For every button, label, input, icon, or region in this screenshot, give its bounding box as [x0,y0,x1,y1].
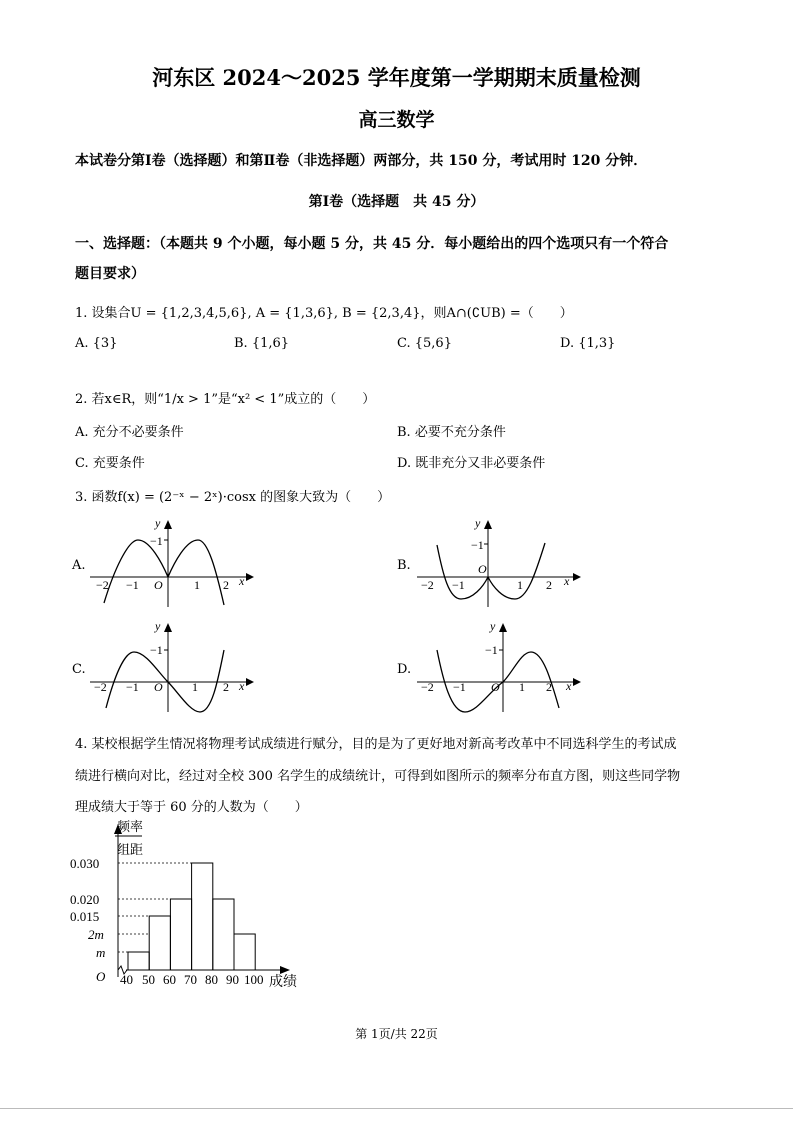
graph-b [415,515,585,610]
graph-d [415,620,585,715]
section-heading-line1: 一、选择题：（本题共 9 个小题，每小题 5 分，共 45 分．每小题给出的四个选项只有一个符合 [75,236,669,252]
section-heading-line2: 题目要求） [75,266,145,282]
question-4-line1: 4. 某校根据学生情况将物理考试成绩进行赋分，目的是为了更好地对新高考改革中不同选科学生的考试成 [75,737,677,752]
question-2-option-b: B. 必要不充分条件 [397,425,506,440]
graph-d-x-label: x [566,679,572,693]
page-footer: 第 1页/共 22页 [355,1027,438,1041]
graph-c-origin: O [154,680,163,694]
question-3-option-a: A. [72,558,86,573]
question-4-line3: 理成绩大于等于 60 分的人数为（ ） [75,800,308,815]
graph-b-y-label: y [475,516,481,530]
graph-d-x-tick-1: 1 [519,680,525,694]
histogram-ytick-2: 0.015 [70,909,100,924]
histogram-xtick-0: 40 [120,972,133,987]
graph-c-x-tick-1: 1 [192,680,198,694]
question-2-stem: 2. 若x∈R，则“1/x > 1”是“x² < 1”成立的（ ） [75,392,376,407]
graph-c-x-tick-m1: −1 [126,680,139,694]
graph-d-y-label: y [490,620,496,633]
histogram-xtick-3: 70 [184,972,197,987]
graph-d-x-tick-m2: −2 [421,680,434,694]
graph-d-origin: O [491,680,500,694]
question-2-option-d: D. 既非充分又非必要条件 [397,456,546,471]
histogram-bar-4 [213,899,234,970]
graph-a-origin: O [154,578,163,592]
graph-d-y-tick: −1 [485,643,498,657]
histogram-ytick-4: m [96,945,106,960]
graph-b-x-tick-m1: −1 [452,578,465,592]
graph-c-x-tick-2: 2 [223,680,229,694]
histogram-origin: O [96,969,106,984]
graph-a-x-label: x [239,574,245,588]
exam-subject: 高三数学 [358,109,435,131]
histogram-bar-0 [128,952,149,970]
graph-c-x-label: x [239,679,245,693]
histogram-ytick-0: 0.030 [70,856,100,871]
graph-d-x-tick-m1: −1 [453,680,466,694]
question-1-option-b: B. {1,6} [234,336,290,351]
graph-b-x-tick-1: 1 [517,578,523,592]
histogram-xtick-2: 60 [163,972,176,987]
graph-b-y-tick: −1 [471,538,484,552]
graph-a-x-tick-1: 1 [194,578,200,592]
question-4-line2: 绩进行横向对比，经过对全校 300 名学生的成绩统计，可得到如图所示的频率分布直方图，则这些同学物 [75,769,681,784]
question-3-option-b: B. [397,558,411,573]
histogram-ytick-3: 2m [88,927,104,942]
graph-a-x-tick-2: 2 [223,578,229,592]
bottom-rule [0,1108,793,1109]
graph-b-x-tick-m2: −2 [421,578,434,592]
graph-b-x-label: x [564,574,570,588]
histogram-xtick-5: 90 [226,972,239,987]
histogram-xtick-6: 100 [244,972,264,987]
graph-a-y-tick: −1 [150,534,163,548]
graph-a-x-tick-m1: −1 [126,578,139,592]
histogram-bar-3 [192,863,213,970]
question-2-option-c: C. 充要条件 [75,456,145,471]
question-1-option-c: C. {5,6} [397,336,452,351]
histogram-xlabel: 成绩 [269,975,297,990]
histogram-ylabel-bottom: 组距 [117,842,144,857]
graph-b-x-tick-2: 2 [546,578,552,592]
histogram-ytick-1: 0.020 [70,892,100,907]
histogram-bar-2 [170,899,191,970]
question-1-option-d: D. {1,3} [560,336,616,351]
graph-a [88,515,258,610]
graph-c-x-tick-m2: −2 [94,680,107,694]
graph-c-y-tick: −1 [150,643,163,657]
histogram-bar-1 [149,916,170,970]
question-3-option-d: D. [397,662,412,677]
graph-a-x-tick-m2: −2 [96,578,109,592]
question-3-option-c: C. [72,662,86,677]
graph-c [88,620,258,715]
part-title: 第Ⅰ卷（选择题 共 45 分） [308,194,485,210]
graph-b-origin: O [478,562,487,576]
graph-c-y-label: y [155,620,161,633]
graph-d-x-tick-2: 2 [546,680,552,694]
exam-intro: 本试卷分第Ⅰ卷（选择题）和第Ⅱ卷（非选择题）两部分，共 150 分，考试用时 120 分钟． [75,153,648,169]
question-3-stem: 3. 函数f(x) = (2⁻ˣ − 2ˣ)·cosx 的图象大致为（ ） [75,490,391,505]
graph-a-y-label: y [155,516,161,530]
histogram-bar-5 [234,934,255,970]
histogram [66,818,316,996]
question-1-option-a: A. {3} [75,336,118,351]
histogram-xtick-4: 80 [205,972,218,987]
histogram-xtick-1: 50 [142,972,155,987]
question-2-option-a: A. 充分不必要条件 [75,425,184,440]
histogram-ylabel-top: 频率 [117,819,144,834]
exam-title: 河东区 2024～2025 学年度第一学期期末质量检测 [152,65,641,90]
question-1-stem: 1. 设集合U = {1,2,3,4,5,6}, A = {1,3,6}, B = {2,3,4}，则A∩(∁UB) =（ ） [75,306,573,321]
